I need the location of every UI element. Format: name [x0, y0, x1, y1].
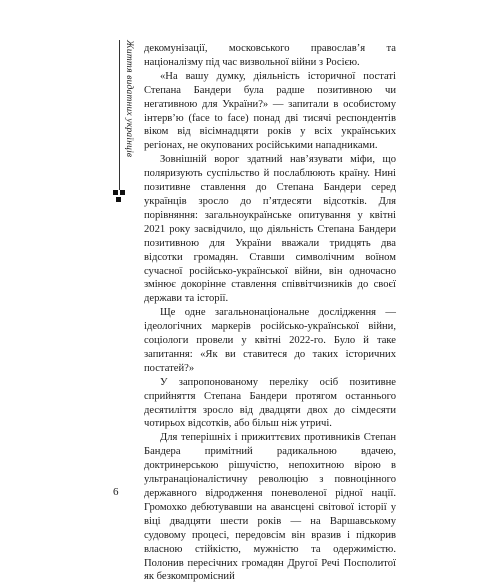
paragraph: Ще одне загальнонаціональне дослідження — ідеологічних маркерів російсько-української війни, соціологи провели у квітні 2022-го. Було й таке запитання: «Як ви ставитеся до таких історичних постатей?»: [144, 307, 396, 374]
paragraph: «На вашу думку, діяльність історичної постаті Степана Бандери була радше позитивною чи негативною для України?» — запитали в особистому інтерв’ю (face to face) понад дві тисячі респондентів віком від вісімнадцяти років у всіх українських регіонах, не окупованих російськими нападниками.: [144, 70, 396, 152]
running-header: [110, 40, 134, 200]
running-header-title: Життя видатних українців: [124, 40, 134, 158]
header-rule: [119, 40, 120, 190]
body-text: [144, 42, 396, 584]
ornament-icon: [113, 190, 126, 203]
page-number: 6: [113, 486, 119, 498]
paragraph: Зовнішній ворог здатний нав’язувати міфи, що поляризують суспільство й послаблюють країну. Нині позитивне ставлення до Степана Бандери серед українців зросло до п’ятдесяти відсотків. Для порівняння: загальноукраїнське опитування у квітні 2021 року засвідчило, що діяльність Степана Бандери позитивною для України вважали тридцять два відсотки громадян. Ставши символічним воїном сучасної російсько-української війни, він одночасно змінює докорінне ставлення співвітчизників до своєї держави та історії.: [144, 154, 396, 305]
paragraph: декомунізації, московського православ’я та націоналізму під час визвольної війни з Росією.: [144, 43, 396, 68]
paragraph: Для теперішніх і прижиттєвих противників Степан Бандера примітний радикальною вдачею, доктринерською рішучістю, непохитною вірою в ультранаціоналістичну революцію з повноцінного державного відродження поневоленої рідної нації. Громохко дебютувавши на авансцені світової історії у віці двадцяти шести років — на Варшавському судовому процесі, передовсім він вразив і підкорив власною стійкістю, мужністю та одержимістю. Полонив пересічних громадян Другої Речі Посполитої як безкомпромісний: [144, 432, 396, 583]
paragraph: У запропонованому переліку осіб позитивне сприйняття Степана Бандери протягом останнього десятиліття зросло від двадцяти двох до сімдесяти чотирьох відсотків, або більш ніж утричі.: [144, 376, 396, 430]
